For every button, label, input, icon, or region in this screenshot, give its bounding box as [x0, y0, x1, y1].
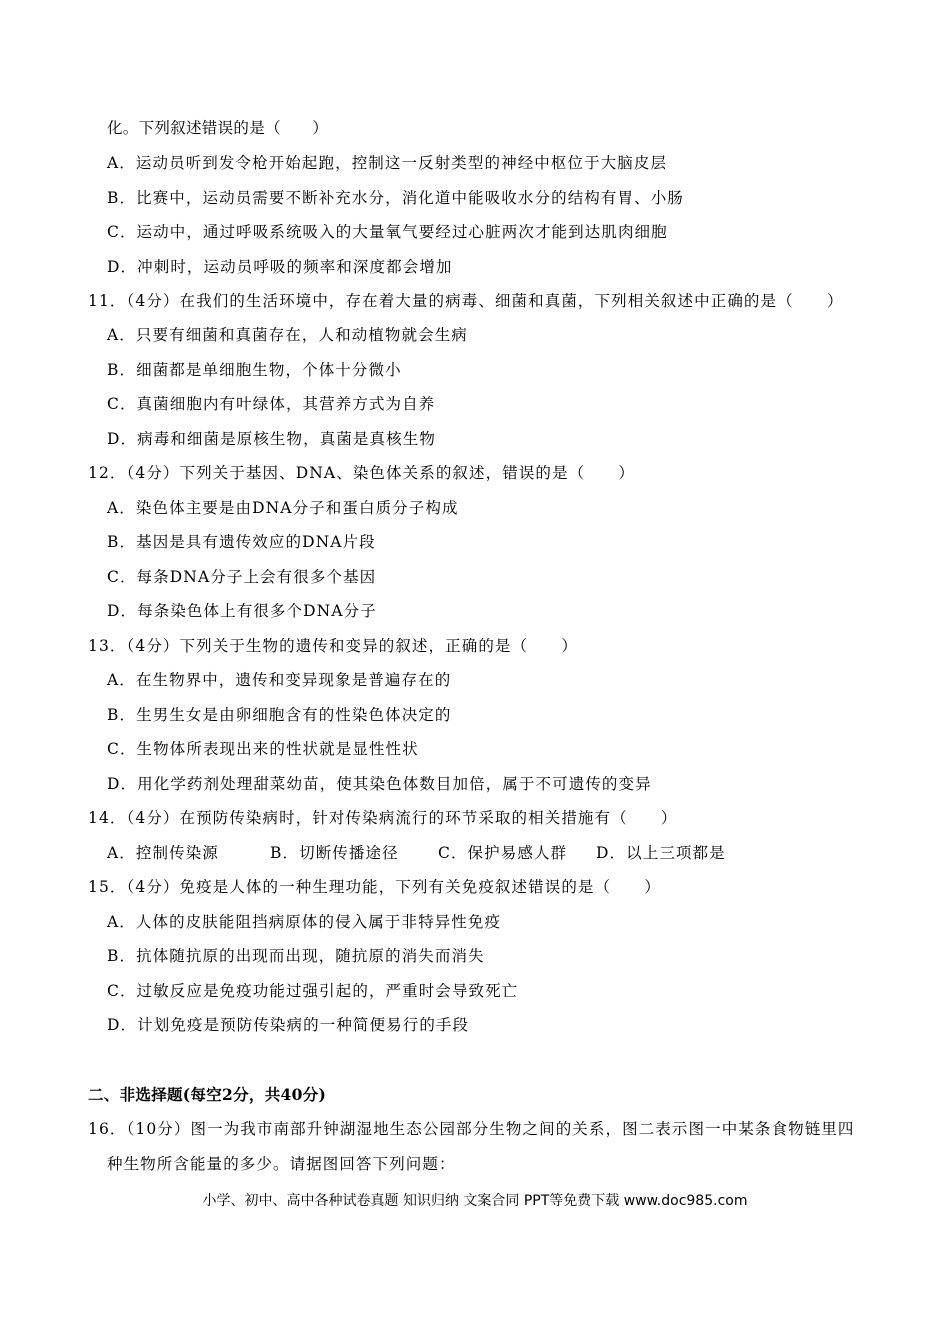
question-12-option-c: C．每条DNA分子上会有很多个基因: [107, 568, 377, 586]
question-10-stem-continuation: 化。下列叙述错误的是（ ）: [107, 119, 329, 137]
question-14-option-c: C．保护易感人群: [438, 844, 568, 862]
question-14-option-b: B．切断传播途径: [270, 844, 399, 862]
page-footer: 小学、初中、高中各种试卷真题 知识归纳 文案合同 PPT等免费下载 www.doc985.com: [202, 1193, 748, 1209]
question-15-stem: 15．（4分）免疫是人体的一种生理功能，下列有关免疫叙述错误的是（ ）: [88, 878, 661, 896]
question-11-stem: 11．（4分）在我们的生活环境中，存在着大量的病毒、细菌和真菌，下列相关叙述中正确的是（ ）: [88, 292, 844, 310]
question-14-option-a: A．控制传染源: [107, 844, 219, 862]
question-12-option-a: A．染色体主要是由DNA分子和蛋白质分子构成: [107, 499, 459, 517]
question-12-stem: 12．（4分）下列关于基因、DNA、染色体关系的叙述，错误的是（ ）: [88, 464, 636, 482]
question-13-option-b: B．生男生女是由卵细胞含有的性染色体决定的: [107, 706, 452, 724]
question-12-option-b: B．基因是具有遗传效应的DNA片段: [107, 533, 376, 551]
question-16-stem: 16．（10分）图一为我市南部升钟湖湿地生态公园部分生物之间的关系，图二表示图一中某条食物链里四: [88, 1120, 855, 1138]
question-13-option-d: D．用化学药剂处理甜菜幼苗，使其染色体数目加倍，属于不可遗传的变异: [107, 775, 652, 793]
question-11-option-b: B．细菌都是单细胞生物，个体十分微小: [107, 361, 402, 379]
question-10-option-d: D．冲刺时，运动员呼吸的频率和深度都会增加: [107, 258, 453, 276]
question-10-option-b: B．比赛中，运动员需要不断补充水分，消化道中能吸收水分的结构有胃、小肠: [107, 189, 684, 207]
question-15-option-a: A．人体的皮肤能阻挡病原体的侵入属于非特异性免疫: [107, 913, 502, 931]
question-16-stem-continuation: 种生物所含能量的多少。请据图回答下列问题：: [107, 1155, 456, 1173]
question-13-stem: 13．（4分）下列关于生物的遗传和变异的叙述，正确的是（ ）: [88, 637, 578, 655]
question-15-option-b: B．抗体随抗原的出现而出现，随抗原的消失而消失: [107, 947, 485, 965]
question-13-option-c: C．生物体所表现出来的性状就是显性性状: [107, 740, 419, 758]
question-11-option-d: D．病毒和细菌是原核生物，真菌是真核生物: [107, 430, 436, 448]
question-13-option-a: A．在生物界中，遗传和变异现象是普遍存在的: [107, 671, 452, 689]
question-14-option-d: D．以上三项都是: [596, 844, 726, 862]
question-11-option-c: C．真菌细胞内有叶绿体，其营养方式为自养: [107, 395, 436, 413]
question-12-option-d: D．每条染色体上有很多个DNA分子: [107, 602, 377, 620]
question-14-stem: 14．（4分）在预防传染病时，针对传染病流行的环节采取的相关措施有（ ）: [88, 809, 678, 827]
question-15-option-c: C．过敏反应是免疫功能过强引起的，严重时会导致死亡: [107, 982, 519, 1000]
question-10-option-a: A．运动员听到发令枪开始起跑，控制这一反射类型的神经中枢位于大脑皮层: [107, 154, 668, 172]
question-11-option-a: A．只要有细菌和真菌存在，人和动植物就会生病: [107, 326, 468, 344]
section-heading-non-choice: 二、非选择题(每空2分，共40分): [88, 1085, 327, 1104]
question-10-option-c: C．运动中，通过呼吸系统吸入的大量氧气要经过心脏两次才能到达肌肉细胞: [107, 223, 668, 241]
question-15-option-d: D．计划免疫是预防传染病的一种简便易行的手段: [107, 1016, 470, 1034]
